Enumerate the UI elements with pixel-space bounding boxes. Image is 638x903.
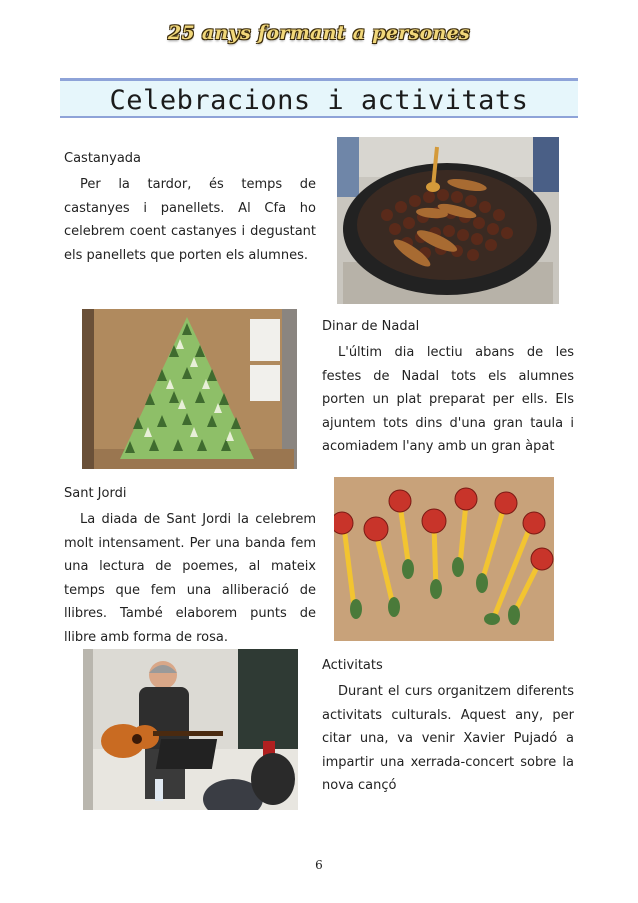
page-number: 6	[315, 858, 323, 872]
body-castanyada: Per la tardor, és temps de castanyes i panellets. Al Cfa ho celebrem coent castanyes i degustant els panellets que porten els alumnes.	[64, 177, 316, 263]
body-dinar-nadal: L'últim dia lectiu abans de les festes de Nadal tots els alumnes porten un plat preparat per ells. Els ajuntem tots dins d'una gran taula i acomiadem l'any amb un gran àpat	[322, 345, 574, 454]
heading-activitats: Activitats	[322, 658, 383, 673]
heading-castanyada: Castanyada	[64, 151, 141, 166]
page-title: Celebracions i activitats	[109, 85, 529, 116]
photo-chestnuts	[337, 137, 559, 304]
photo-christmas-tree	[82, 309, 297, 469]
photo-guitar-concert	[83, 649, 298, 810]
title-bar	[60, 78, 578, 118]
photo-rose-bookmarks	[334, 477, 554, 641]
header-logo-text: 25 anys formant a persones	[167, 22, 471, 44]
heading-dinar-nadal: Dinar de Nadal	[322, 319, 420, 334]
heading-sant-jordi: Sant Jordi	[64, 486, 127, 501]
body-sant-jordi: La diada de Sant Jordi la celebrem molt intensament. Per una banda fem una lectura de poemes, al mateix temps que fem una alliberació de llibres. També elaborem punts de llibre amb forma de rosa.	[64, 512, 316, 645]
body-activitats: Durant el curs organitzem diferents activitats culturals. Aquest any, per citar una, va venir Xavier Pujadó a impartir una xerrada-concert sobre la nova cançó	[322, 684, 574, 793]
